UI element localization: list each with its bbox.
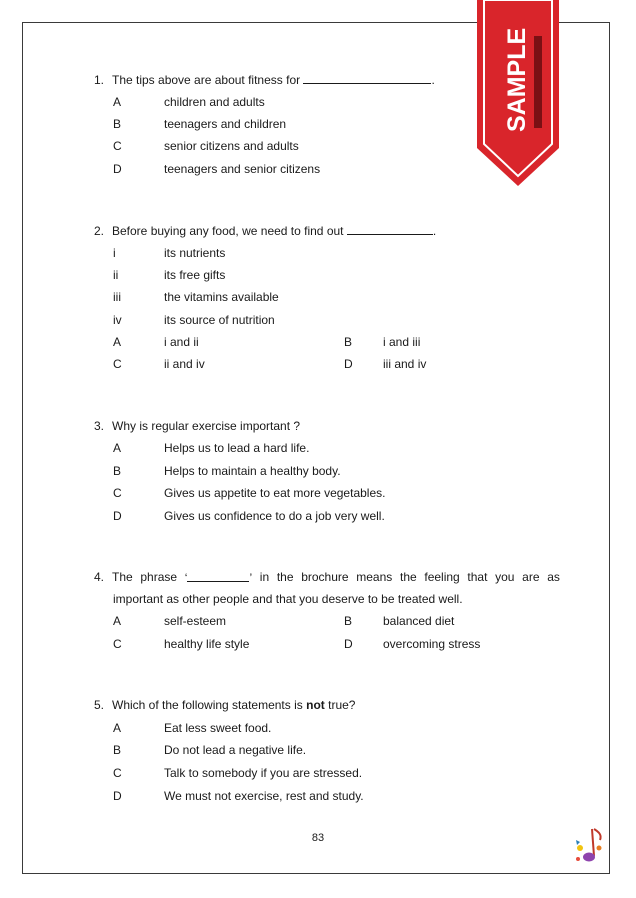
- option-text: ii and iv: [164, 357, 205, 371]
- stem-word: brochure: [301, 570, 349, 584]
- option-letter: B: [113, 464, 122, 478]
- option-letter: C: [113, 766, 122, 780]
- sample-badge-text: SAMPLE: [503, 27, 531, 132]
- option-letter: A: [113, 441, 122, 455]
- option-letter: D: [344, 357, 353, 371]
- stem-word: ’: [249, 571, 253, 585]
- stem-word: you: [495, 570, 515, 584]
- item-text: its nutrients: [164, 246, 226, 260]
- stem-word: the: [399, 570, 417, 584]
- option-text: balanced diet: [383, 614, 455, 628]
- option-text: Eat less sweet food.: [164, 721, 272, 735]
- question-stem: [94, 72, 435, 87]
- option-letter: C: [113, 637, 122, 651]
- option-text: senior citizens and adults: [164, 139, 299, 153]
- item-numeral: i: [113, 246, 116, 260]
- option-letter: D: [113, 789, 122, 803]
- option-letter: D: [344, 637, 353, 651]
- option-text: Gives us appetite to eat more vegetables.: [164, 486, 386, 500]
- option-letter: D: [113, 509, 122, 523]
- item-numeral: ii: [113, 268, 119, 282]
- stem-word: in: [259, 570, 270, 584]
- sample-ribbon-badge: [475, 0, 561, 188]
- option-text: i and ii: [164, 335, 199, 349]
- emphasis-word: not: [306, 698, 325, 712]
- option-text: teenagers and senior citizens: [164, 162, 321, 176]
- option-text: overcoming stress: [383, 637, 481, 651]
- stem-word: the: [276, 570, 294, 584]
- question-stem: [94, 419, 300, 433]
- option-text: healthy life style: [164, 637, 250, 651]
- item-numeral: iii: [113, 290, 121, 304]
- option-letter: B: [113, 743, 122, 757]
- option-text: teenagers and children: [164, 117, 287, 131]
- answer-blank: [347, 223, 433, 235]
- option-letter: C: [113, 357, 122, 371]
- stem-word: The: [112, 570, 133, 584]
- stem-end: .: [432, 224, 437, 238]
- option-text: Talk to somebody if you are stressed.: [164, 766, 363, 780]
- option-text: Do not lead a negative life.: [164, 743, 307, 757]
- option-letter: D: [113, 162, 122, 176]
- option-letter: A: [113, 335, 122, 349]
- question-text: Which of the following statements is: [112, 698, 303, 712]
- question-number: 4.: [94, 570, 105, 584]
- option-letter: C: [113, 139, 122, 153]
- option-text: self-esteem: [164, 614, 227, 628]
- item-numeral: iv: [113, 313, 122, 327]
- stem-word: phrase: [140, 570, 178, 584]
- answer-blank: [187, 570, 249, 582]
- stem-word: ‘: [184, 571, 188, 585]
- question-stem: [94, 223, 436, 238]
- question-stem: [94, 698, 355, 712]
- question-text: Why is regular exercise important ?: [112, 419, 301, 433]
- option-text: Gives us confidence to do a job very well.: [164, 509, 385, 523]
- question-text: Before buying any food, we need to find out: [112, 224, 344, 238]
- option-text: i and iii: [383, 335, 421, 349]
- option-text: Helps us to lead a hard life.: [164, 441, 310, 455]
- option-letter: A: [113, 95, 122, 109]
- stem-word: feeling: [424, 570, 460, 584]
- stem-word: that: [467, 570, 488, 584]
- option-text: We must not exercise, rest and study.: [164, 789, 364, 803]
- option-text: children and adults: [164, 95, 265, 109]
- option-letter: C: [113, 486, 122, 500]
- option-letter: A: [113, 614, 122, 628]
- music-note-logo-icon: [572, 826, 606, 864]
- item-text: its free gifts: [164, 268, 226, 282]
- option-letter: A: [113, 721, 122, 735]
- option-letter: B: [344, 335, 353, 349]
- stem-end: .: [431, 73, 435, 87]
- question-number: 2.: [94, 224, 105, 238]
- option-letter: B: [113, 117, 122, 131]
- question-text: The tips above are about fitness for: [112, 73, 301, 87]
- question-text-continued: important as other people and that you deserve to be treated well.: [113, 592, 463, 606]
- item-text: its source of nutrition: [164, 313, 275, 327]
- option-letter: B: [344, 614, 353, 628]
- stem-word: are: [522, 570, 540, 584]
- question-number: 1.: [94, 73, 105, 87]
- question-text-end: true?: [328, 698, 356, 712]
- question-number: 3.: [94, 419, 105, 433]
- stem-word: as: [547, 570, 560, 584]
- option-text: iii and iv: [383, 357, 427, 371]
- stem-word: means: [356, 570, 393, 584]
- option-text: Helps to maintain a healthy body.: [164, 464, 341, 478]
- page-number: 83: [311, 832, 325, 844]
- item-text: the vitamins available: [164, 290, 279, 304]
- question-number: 5.: [94, 698, 105, 712]
- question-stem: [94, 570, 560, 585]
- answer-blank: [303, 72, 431, 84]
